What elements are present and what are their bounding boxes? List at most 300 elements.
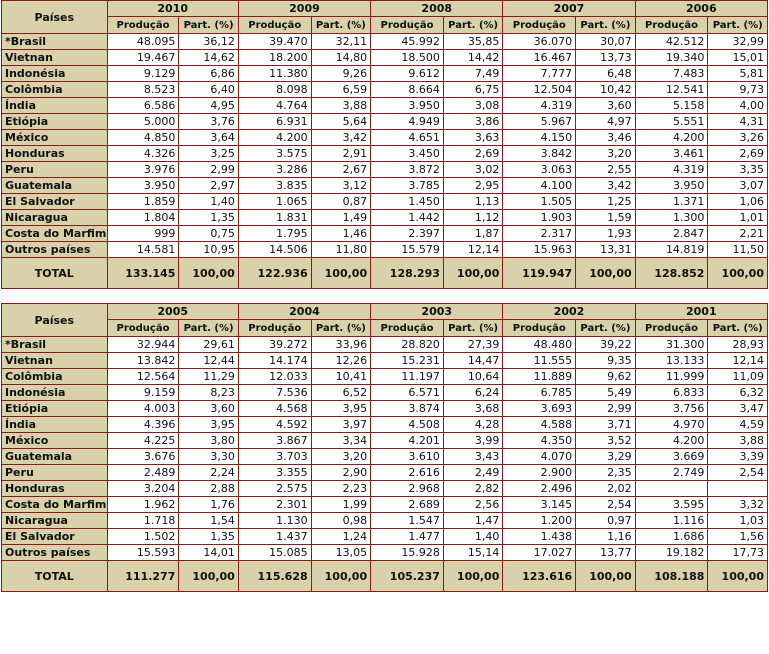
coffee-production-table-2005-2001 [1, 303, 768, 592]
total-share: 100,00 [179, 561, 238, 592]
table-row [2, 529, 768, 545]
table-row [2, 146, 768, 162]
production-value: 31.300 [635, 337, 708, 353]
share-value: 3,35 [708, 162, 768, 178]
share-header: Part. (%) [708, 17, 768, 34]
production-value: 3.610 [371, 449, 444, 465]
share-value: 3,80 [179, 433, 238, 449]
share-value: 2,67 [311, 162, 370, 178]
table-row [2, 50, 768, 66]
coffee-production-table-2010-2006 [1, 0, 768, 289]
production-value: 2.968 [371, 481, 444, 497]
production-value: 13.842 [107, 353, 179, 369]
share-value: 3,46 [576, 130, 635, 146]
share-value: 6,32 [708, 385, 768, 401]
table-row [2, 465, 768, 481]
share-value: 10,95 [179, 242, 238, 258]
year-header-2005: 2005 [107, 304, 238, 320]
production-value: 5.967 [503, 114, 576, 130]
table-row [2, 353, 768, 369]
production-value: 11.380 [238, 66, 311, 82]
table-row [2, 369, 768, 385]
production-header: Produção [371, 320, 444, 337]
share-value: 3,64 [179, 130, 238, 146]
year-header-row [2, 304, 768, 320]
share-value: 10,41 [311, 369, 370, 385]
country-name: Indonésia [2, 66, 108, 82]
share-value: 1,25 [576, 194, 635, 210]
production-value: 6.833 [635, 385, 708, 401]
production-value: 28.820 [371, 337, 444, 353]
production-value: 2.689 [371, 497, 444, 513]
production-value: 7.536 [238, 385, 311, 401]
share-value: 0,98 [311, 513, 370, 529]
table-row [2, 114, 768, 130]
table-row [2, 210, 768, 226]
share-value: 30,07 [576, 34, 635, 50]
table-row [2, 337, 768, 353]
share-value: 14,47 [443, 353, 502, 369]
production-value: 18.500 [371, 50, 444, 66]
share-value: 1,59 [576, 210, 635, 226]
share-value: 3,88 [311, 98, 370, 114]
table-row [2, 82, 768, 98]
share-value: 1,06 [708, 194, 768, 210]
share-value: 9,35 [576, 353, 635, 369]
production-header: Produção [238, 17, 311, 34]
share-value: 1,99 [311, 497, 370, 513]
total-production: 133.145 [107, 258, 179, 289]
total-share: 100,00 [179, 258, 238, 289]
production-value: 1.438 [503, 529, 576, 545]
total-production: 108.188 [635, 561, 708, 592]
country-name: Nicaragua [2, 210, 108, 226]
production-value: 17.027 [503, 545, 576, 561]
share-value: 3,97 [311, 417, 370, 433]
share-value: 11,50 [708, 242, 768, 258]
share-header: Part. (%) [179, 17, 238, 34]
share-value: 12,44 [179, 353, 238, 369]
production-value: 9.159 [107, 385, 179, 401]
share-value: 4,97 [576, 114, 635, 130]
year-header-2002: 2002 [503, 304, 635, 320]
production-value: 3.872 [371, 162, 444, 178]
share-value: 12,14 [708, 353, 768, 369]
country-name: Vietnan [2, 50, 108, 66]
share-value: 4,95 [179, 98, 238, 114]
total-production: 111.277 [107, 561, 179, 592]
share-header: Part. (%) [179, 320, 238, 337]
production-value: 45.992 [371, 34, 444, 50]
production-value: 4.508 [371, 417, 444, 433]
production-value: 9.129 [107, 66, 179, 82]
table-row [2, 194, 768, 210]
share-value: 5,49 [576, 385, 635, 401]
production-value: 4.396 [107, 417, 179, 433]
share-value: 9,62 [576, 369, 635, 385]
production-value: 1.371 [635, 194, 708, 210]
share-header: Part. (%) [708, 320, 768, 337]
production-value: 5.158 [635, 98, 708, 114]
country-name: *Brasil [2, 337, 108, 353]
production-value: 2.847 [635, 226, 708, 242]
share-header: Part. (%) [576, 17, 635, 34]
share-value: 15,14 [443, 545, 502, 561]
production-value: 14.174 [238, 353, 311, 369]
total-row [2, 258, 768, 289]
production-value: 4.319 [635, 162, 708, 178]
share-value: 4,00 [708, 98, 768, 114]
share-value: 39,22 [576, 337, 635, 353]
country-name: Peru [2, 162, 108, 178]
share-value: 3,34 [311, 433, 370, 449]
production-value: 3.703 [238, 449, 311, 465]
production-header: Produção [238, 320, 311, 337]
share-header: Part. (%) [443, 320, 502, 337]
production-value: 2.575 [238, 481, 311, 497]
production-value: 4.319 [503, 98, 576, 114]
share-value: 1,40 [179, 194, 238, 210]
production-value: 15.085 [238, 545, 311, 561]
production-value [635, 481, 708, 497]
production-value: 999 [107, 226, 179, 242]
table-row [2, 98, 768, 114]
share-value: 14,80 [311, 50, 370, 66]
production-value: 3.835 [238, 178, 311, 194]
share-value: 0,87 [311, 194, 370, 210]
production-value: 48.480 [503, 337, 576, 353]
production-value: 1.859 [107, 194, 179, 210]
share-value: 3,25 [179, 146, 238, 162]
share-value: 2,97 [179, 178, 238, 194]
table-row [2, 433, 768, 449]
share-value: 33,96 [311, 337, 370, 353]
production-value: 2.489 [107, 465, 179, 481]
production-value: 3.669 [635, 449, 708, 465]
table-row [2, 449, 768, 465]
production-value: 11.999 [635, 369, 708, 385]
share-value: 1,76 [179, 497, 238, 513]
production-value: 5.551 [635, 114, 708, 130]
share-value: 3,68 [443, 401, 502, 417]
share-value: 1,54 [179, 513, 238, 529]
total-production: 105.237 [371, 561, 444, 592]
production-value: 1.437 [238, 529, 311, 545]
share-value: 6,48 [576, 66, 635, 82]
total-production: 128.293 [371, 258, 444, 289]
country-name: El Salvador [2, 194, 108, 210]
share-value: 1,56 [708, 529, 768, 545]
production-value: 4.200 [238, 130, 311, 146]
production-value: 1.502 [107, 529, 179, 545]
production-value: 1.718 [107, 513, 179, 529]
country-column-header: Países [2, 1, 108, 34]
production-header: Produção [503, 17, 576, 34]
share-value: 3,29 [576, 449, 635, 465]
share-value: 1,49 [311, 210, 370, 226]
share-header: Part. (%) [311, 17, 370, 34]
country-name: *Brasil [2, 34, 108, 50]
production-value: 2.317 [503, 226, 576, 242]
total-share: 100,00 [311, 258, 370, 289]
share-value: 3,71 [576, 417, 635, 433]
production-value: 2.301 [238, 497, 311, 513]
share-header: Part. (%) [311, 320, 370, 337]
production-value: 14.819 [635, 242, 708, 258]
production-value: 4.150 [503, 130, 576, 146]
production-value: 9.612 [371, 66, 444, 82]
production-value: 3.867 [238, 433, 311, 449]
production-value: 16.467 [503, 50, 576, 66]
production-header: Produção [371, 17, 444, 34]
share-value: 11,80 [311, 242, 370, 258]
production-value: 1.450 [371, 194, 444, 210]
production-value: 39.272 [238, 337, 311, 353]
production-value: 1.065 [238, 194, 311, 210]
sub-header-row [2, 17, 768, 34]
share-value: 14,62 [179, 50, 238, 66]
total-share: 100,00 [576, 258, 635, 289]
production-value: 4.764 [238, 98, 311, 114]
country-name: Guatemala [2, 449, 108, 465]
share-value: 3,42 [311, 130, 370, 146]
sub-header-row [2, 320, 768, 337]
country-name: México [2, 433, 108, 449]
share-value: 2,99 [576, 401, 635, 417]
production-header: Produção [107, 320, 179, 337]
production-value: 4.003 [107, 401, 179, 417]
share-value: 4,31 [708, 114, 768, 130]
production-value: 3.676 [107, 449, 179, 465]
production-value: 2.749 [635, 465, 708, 481]
production-value: 3.286 [238, 162, 311, 178]
production-value: 6.571 [371, 385, 444, 401]
share-value: 3,20 [311, 449, 370, 465]
share-value: 11,29 [179, 369, 238, 385]
share-value: 2,56 [443, 497, 502, 513]
production-value: 2.900 [503, 465, 576, 481]
country-name: Honduras [2, 146, 108, 162]
production-value: 1.686 [635, 529, 708, 545]
year-header-2001: 2001 [635, 304, 767, 320]
production-value: 2.496 [503, 481, 576, 497]
country-name: Vietnan [2, 353, 108, 369]
production-value: 14.581 [107, 242, 179, 258]
production-value: 4.949 [371, 114, 444, 130]
production-value: 1.831 [238, 210, 311, 226]
year-header-2006: 2006 [635, 1, 767, 17]
share-value: 2,23 [311, 481, 370, 497]
share-value: 3,52 [576, 433, 635, 449]
share-value: 29,61 [179, 337, 238, 353]
share-value: 1,16 [576, 529, 635, 545]
production-value: 3.450 [371, 146, 444, 162]
production-value: 6.586 [107, 98, 179, 114]
production-value: 1.795 [238, 226, 311, 242]
production-value: 4.588 [503, 417, 576, 433]
production-value: 8.098 [238, 82, 311, 98]
country-name: Etiópia [2, 401, 108, 417]
production-value: 4.651 [371, 130, 444, 146]
production-value: 4.326 [107, 146, 179, 162]
production-value: 3.756 [635, 401, 708, 417]
share-value: 3,95 [311, 401, 370, 417]
table-row [2, 513, 768, 529]
share-value: 17,73 [708, 545, 768, 561]
production-value: 12.564 [107, 369, 179, 385]
table-row [2, 545, 768, 561]
share-value: 3,42 [576, 178, 635, 194]
production-value: 4.970 [635, 417, 708, 433]
share-value: 9,73 [708, 82, 768, 98]
share-value: 1,35 [179, 529, 238, 545]
country-name: Etiópia [2, 114, 108, 130]
share-value: 3,02 [443, 162, 502, 178]
total-row [2, 561, 768, 592]
total-production: 119.947 [503, 258, 576, 289]
production-value: 36.070 [503, 34, 576, 50]
production-value: 3.785 [371, 178, 444, 194]
share-value: 3,07 [708, 178, 768, 194]
production-value: 32.944 [107, 337, 179, 353]
share-value: 3,99 [443, 433, 502, 449]
production-value: 1.442 [371, 210, 444, 226]
country-column-header: Países [2, 304, 108, 337]
production-value: 3.950 [635, 178, 708, 194]
share-value: 3,60 [576, 98, 635, 114]
share-value: 3,60 [179, 401, 238, 417]
year-header-2008: 2008 [371, 1, 503, 17]
share-value: 13,77 [576, 545, 635, 561]
year-header-2010: 2010 [107, 1, 238, 17]
share-value: 36,12 [179, 34, 238, 50]
table-row [2, 417, 768, 433]
production-value: 3.842 [503, 146, 576, 162]
share-value: 6,40 [179, 82, 238, 98]
share-value: 2,91 [311, 146, 370, 162]
share-value: 2,69 [708, 146, 768, 162]
production-value: 1.130 [238, 513, 311, 529]
share-value: 0,97 [576, 513, 635, 529]
country-name: Índia [2, 417, 108, 433]
production-value: 15.928 [371, 545, 444, 561]
share-value: 10,64 [443, 369, 502, 385]
production-value: 15.579 [371, 242, 444, 258]
share-value: 5,81 [708, 66, 768, 82]
share-value: 14,42 [443, 50, 502, 66]
production-value: 4.200 [635, 130, 708, 146]
share-value: 3,26 [708, 130, 768, 146]
table-gap [0, 289, 769, 303]
total-share: 100,00 [311, 561, 370, 592]
share-value: 3,08 [443, 98, 502, 114]
production-value: 48.095 [107, 34, 179, 50]
production-value: 12.504 [503, 82, 576, 98]
table-row [2, 385, 768, 401]
share-value: 3,43 [443, 449, 502, 465]
production-value: 1.505 [503, 194, 576, 210]
country-name: Colômbia [2, 369, 108, 385]
production-value: 4.568 [238, 401, 311, 417]
share-value: 2,54 [576, 497, 635, 513]
share-value: 3,95 [179, 417, 238, 433]
share-value: 2,24 [179, 465, 238, 481]
production-value: 3.595 [635, 497, 708, 513]
share-value: 6,75 [443, 82, 502, 98]
share-value: 32,11 [311, 34, 370, 50]
share-value: 2,90 [311, 465, 370, 481]
share-value: 6,24 [443, 385, 502, 401]
share-value: 0,75 [179, 226, 238, 242]
total-share: 100,00 [576, 561, 635, 592]
country-name: Outros países [2, 545, 108, 561]
share-value: 6,86 [179, 66, 238, 82]
share-value: 1,35 [179, 210, 238, 226]
production-value: 18.200 [238, 50, 311, 66]
share-value: 12,14 [443, 242, 502, 258]
production-value: 19.340 [635, 50, 708, 66]
production-header: Produção [635, 320, 708, 337]
country-name: Costa do Marfim [2, 497, 108, 513]
share-value: 2,69 [443, 146, 502, 162]
country-name: Guatemala [2, 178, 108, 194]
production-value: 6.931 [238, 114, 311, 130]
production-value: 12.541 [635, 82, 708, 98]
total-label: TOTAL [2, 258, 108, 289]
country-name: Colômbia [2, 82, 108, 98]
share-value: 3,88 [708, 433, 768, 449]
total-share: 100,00 [708, 561, 768, 592]
production-value: 4.850 [107, 130, 179, 146]
share-value: 4,28 [443, 417, 502, 433]
table-row [2, 130, 768, 146]
production-value: 4.100 [503, 178, 576, 194]
production-value: 7.483 [635, 66, 708, 82]
production-value: 3.874 [371, 401, 444, 417]
share-value: 13,05 [311, 545, 370, 561]
production-value: 2.616 [371, 465, 444, 481]
table-row [2, 34, 768, 50]
production-header: Produção [107, 17, 179, 34]
country-name: Peru [2, 465, 108, 481]
production-value: 15.963 [503, 242, 576, 258]
total-share: 100,00 [443, 258, 502, 289]
share-value: 1,46 [311, 226, 370, 242]
share-value: 8,23 [179, 385, 238, 401]
country-name: Costa do Marfim [2, 226, 108, 242]
production-header: Produção [503, 320, 576, 337]
share-value: 12,26 [311, 353, 370, 369]
share-value: 9,26 [311, 66, 370, 82]
production-value: 39.470 [238, 34, 311, 50]
share-value: 2,54 [708, 465, 768, 481]
production-value: 3.976 [107, 162, 179, 178]
production-value: 13.133 [635, 353, 708, 369]
production-value: 19.182 [635, 545, 708, 561]
production-value: 4.592 [238, 417, 311, 433]
share-value: 1,01 [708, 210, 768, 226]
share-value: 32,99 [708, 34, 768, 50]
production-value: 3.063 [503, 162, 576, 178]
year-header-2007: 2007 [503, 1, 635, 17]
production-value: 1.200 [503, 513, 576, 529]
share-value: 2,21 [708, 226, 768, 242]
production-value: 1.116 [635, 513, 708, 529]
table-row [2, 162, 768, 178]
share-value: 2,82 [443, 481, 502, 497]
production-value: 4.225 [107, 433, 179, 449]
production-value: 1.903 [503, 210, 576, 226]
